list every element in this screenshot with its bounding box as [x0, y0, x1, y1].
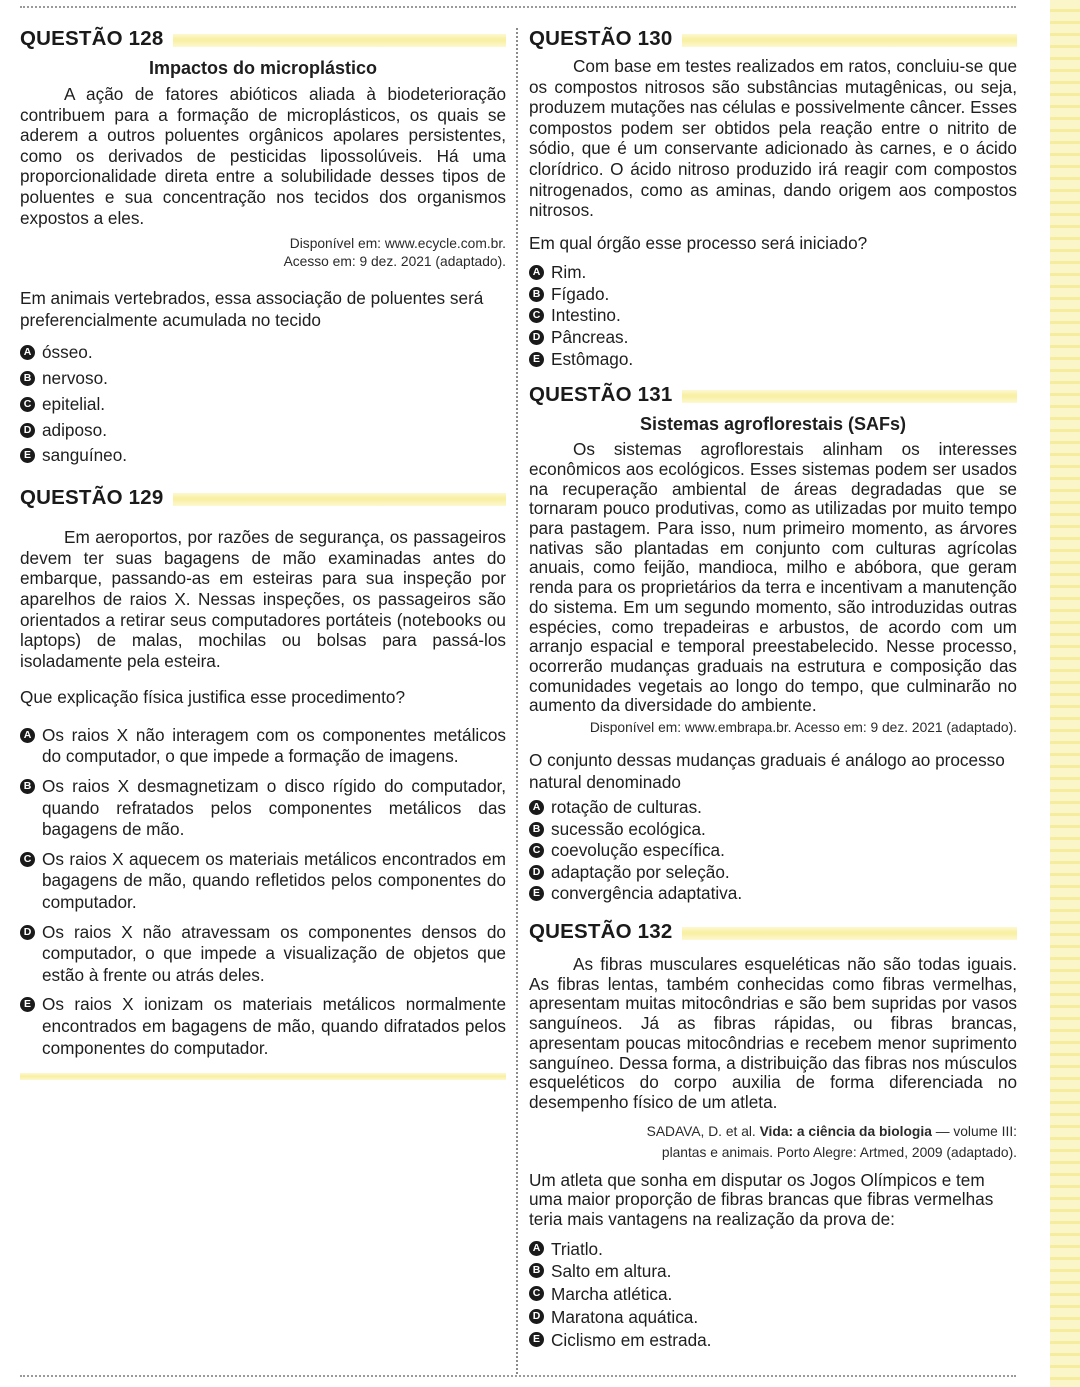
option-letter-badge: D	[529, 330, 544, 345]
option-b[interactable]	[20, 366, 506, 392]
option-letter-badge: C	[529, 308, 544, 323]
option-text: Salto em altura.	[551, 1261, 672, 1282]
option-d[interactable]	[529, 327, 1017, 349]
question-number: QUESTÃO 132	[529, 920, 673, 944]
option-text: nervoso.	[42, 367, 108, 388]
header-highlight-bar	[173, 34, 506, 47]
option-text: Intestino.	[551, 305, 621, 326]
option-e[interactable]	[20, 443, 506, 469]
support-text: As fibras musculares esqueléticas não são todas iguais. As fibras lentas, também conhecidas como fibras vermelhas, apresentam muitas mitocôndrias e são bem supridas por vasos sanguíneos. Já as fibras rápidas, ou fibras brancas, apresentam poucas mitocôndrias e recebem menor suprimento sanguíneo. Dessa forma, a distribuição das fibras nos músculos esqueléticos do corpo auxilia de forma diferenciada no desempenho físico de um atleta.	[529, 954, 1017, 1112]
support-text: Os sistemas agroflorestais alinham os interesses econômicos aos ecológicos. Esses sistemas podem ser usados na recuperação ambiental de áreas degradadas que se tornaram pouco produtivas, como as utilizadas por muito tempo para pastagem. Para isso, num primeiro momento, as árvores nativas são plantadas em conjunto com culturas agrícolas anuais, como feijão, mandioca, milho e abóbora, que geram renda para os proprietários da terra e incentivam a manutenção do sistema. Em um segundo momento, são introduzidas outras espécies, como trepadeiras e arbustos, de acordo com um arranjo espacial e temporal preestabelecido. Nesse processo, ocorrerão mudanças graduais na estrutura e composição das comunidades vegetais ao longo do tempo, que culminarão no aumento da diversidade do ambiente.	[529, 439, 1017, 716]
option-a[interactable]	[20, 340, 506, 366]
option-letter-badge: A	[20, 728, 35, 743]
left-column	[20, 24, 506, 1080]
option-text: convergência adaptativa.	[551, 883, 743, 904]
question-statement: Que explicação física justifica esse procedimento?	[20, 687, 406, 708]
option-letter-badge: C	[20, 397, 35, 412]
support-text: Com base em testes realizados em ratos, concluiu-se que os compostos nitrosos são substâncias mutagênicas, ou seja, produzem mutações nas células e possivelmente câncer. Esses compostos podem ser obtidos pela reação entre o nitrito de sódio, que é um conservante adicionado às carnes, e o ácido clorídrico. O ácido nitroso produzido irá reagir com compostos nitrogenados, como as aminas, dando origem aos compostos nitrosos.	[529, 56, 1017, 221]
option-c[interactable]	[529, 305, 1017, 327]
source-author: SADAVA, D. et al.	[646, 1123, 756, 1139]
support-text: A ação de fatores abióticos aliada à biodeterioração contribuem para a formação de microplásticos, os quais se aderem a outros poluentes orgânicos apolares persistentes, como os derivados de pesticidas lipossolúveis. Há uma proporcionalidade direta entre a solubilidade desses tipos de poluentes e sua concentração nos tecidos dos organismos expostos a eles.	[20, 84, 506, 228]
option-text: Os raios X ionizam os materiais metálicos normalmente encontrados em bagagens de mão, quando difratados pelos componentes do computador.	[42, 994, 506, 1058]
source-line-1	[529, 1121, 1017, 1142]
option-letter-badge: A	[529, 1241, 544, 1256]
option-d[interactable]	[20, 418, 506, 444]
option-text: Ciclismo em estrada.	[551, 1329, 712, 1350]
question-statement: Um atleta que sonha em disputar os Jogos Olímpicos e tem uma maior proporção de fibras brancas que fibras vermelhas teria mais vantagens na realização da prova de:	[529, 1169, 994, 1230]
question-132	[529, 917, 1017, 1351]
text-title: Impactos do microplástico	[148, 58, 378, 78]
question-header	[20, 483, 506, 513]
source-volume: — volume III:	[935, 1123, 1017, 1139]
option-e[interactable]	[529, 349, 1017, 371]
option-a[interactable]	[529, 1238, 1017, 1261]
option-letter-badge: C	[529, 1286, 544, 1301]
option-letter-badge: E	[529, 1332, 544, 1347]
header-highlight-bar	[173, 493, 506, 506]
options-list	[529, 797, 1017, 905]
option-text: Estômago.	[551, 348, 634, 369]
option-letter-badge: B	[529, 822, 544, 837]
question-header	[529, 24, 1017, 54]
question-statement: Em animais vertebrados, essa associação de poluentes será preferencialmente acumulada no tecido	[20, 288, 484, 330]
option-c[interactable]	[20, 392, 506, 418]
option-letter-badge: D	[529, 1309, 544, 1324]
option-b[interactable]	[529, 284, 1017, 306]
option-text: Pâncreas.	[551, 327, 629, 348]
option-e[interactable]	[529, 1329, 1017, 1352]
option-text: Rim.	[551, 262, 587, 283]
options-list	[20, 725, 506, 1059]
option-text: Os raios X desmagnetizam o disco rígido do computador, quando refratados pelos componentes metálicos das bagagens de mão.	[42, 775, 506, 840]
option-text: Marcha atlética.	[551, 1284, 673, 1305]
question-number: QUESTÃO 129	[20, 486, 164, 510]
option-text: Os raios X não atravessam os componentes densos do computador, o que impede a visualização de objetos que estão à frente ou atrás deles.	[42, 921, 506, 985]
question-statement: O conjunto dessas mudanças graduais é análogo ao processo natural denominado	[529, 750, 1005, 792]
source-book-title: Vida: a ciência da biologia	[759, 1123, 932, 1139]
option-text: Maratona aquática.	[551, 1306, 699, 1327]
question-header	[529, 917, 1017, 947]
question-number: QUESTÃO 131	[529, 383, 673, 407]
header-highlight-bar	[682, 927, 1017, 940]
text-title: Sistemas agroflorestais (SAFs)	[639, 414, 907, 435]
option-text: Os raios X aquecem os materiais metálicos encontrados em bagagens de mão, quando refletidos pelos componentes do computador.	[42, 848, 506, 912]
question-statement: Em qual órgão esse processo será iniciado?	[529, 232, 868, 253]
option-letter-badge: E	[529, 886, 544, 901]
option-b[interactable]	[20, 776, 506, 841]
side-decorative-strip	[1050, 0, 1080, 1387]
source-line-2: plantas e animais. Porto Alegre: Artmed, 2009 (adaptado).	[661, 1144, 1017, 1160]
option-c[interactable]	[529, 1283, 1017, 1306]
header-highlight-bar	[682, 34, 1017, 47]
options-list	[529, 1238, 1017, 1352]
question-number: QUESTÃO 128	[20, 27, 164, 50]
source-line-2: Acesso em: 9 dez. 2021 (adaptado).	[283, 254, 506, 270]
option-letter-badge: A	[20, 345, 35, 360]
option-letter-badge: C	[529, 843, 544, 858]
option-text: rotação de culturas.	[551, 797, 702, 818]
option-a[interactable]	[529, 262, 1017, 284]
top-rule	[20, 6, 1016, 8]
option-a[interactable]	[529, 797, 1017, 819]
option-letter-badge: A	[529, 265, 544, 280]
option-letter-badge: B	[529, 1263, 544, 1278]
options-list	[529, 262, 1017, 370]
option-letter-badge: D	[20, 925, 35, 940]
option-d[interactable]	[529, 862, 1017, 884]
option-e[interactable]	[529, 883, 1017, 905]
question-header	[20, 24, 506, 54]
option-letter-badge: B	[529, 287, 544, 302]
option-e[interactable]	[20, 994, 506, 1059]
header-highlight-bar	[682, 390, 1017, 403]
option-text: Triatlo.	[551, 1238, 603, 1259]
option-text: ósseo.	[42, 342, 93, 363]
question-128	[20, 24, 506, 469]
source-citation: Disponível em: www.embrapa.br. Acesso em: 9 dez. 2021 (adaptado).	[589, 720, 1017, 736]
question-131	[529, 380, 1017, 905]
option-letter-badge: A	[529, 800, 544, 815]
option-d[interactable]	[20, 922, 506, 987]
option-letter-badge: E	[20, 997, 35, 1012]
option-letter-badge: E	[529, 352, 544, 367]
option-b[interactable]	[529, 1260, 1017, 1283]
option-text: coevolução específica.	[551, 840, 725, 861]
option-b[interactable]	[529, 819, 1017, 841]
option-a[interactable]	[20, 725, 506, 768]
option-c[interactable]	[529, 840, 1017, 862]
right-column	[529, 24, 1017, 1351]
option-c[interactable]	[20, 849, 506, 914]
end-highlight-separator	[20, 1073, 506, 1080]
option-text: Os raios X não interagem com os componentes metálicos do computador, o que impede a formação de imagens.	[42, 724, 506, 767]
question-number: QUESTÃO 130	[529, 27, 673, 50]
option-text: Fígado.	[551, 283, 610, 304]
option-letter-badge: D	[529, 865, 544, 880]
option-text: adiposo.	[42, 419, 107, 440]
option-d[interactable]	[529, 1306, 1017, 1329]
option-text: sanguíneo.	[42, 445, 128, 466]
source-citation	[529, 1121, 1017, 1163]
option-text: adaptação por seleção.	[551, 861, 730, 882]
option-text: sucessão ecológica.	[551, 818, 706, 839]
question-129	[20, 483, 506, 1080]
column-divider	[516, 28, 518, 1374]
option-letter-badge: B	[20, 371, 35, 386]
option-letter-badge: B	[20, 779, 35, 794]
question-130	[529, 24, 1017, 370]
support-text: Em aeroportos, por razões de segurança, os passageiros devem ter suas bagagens de mão examinadas antes do embarque, passando-as em esteiras para sua inspeção por aparelhos de raios X. Nessas inspeções, os passageiros são orientados a retirar seus computadores portáteis (notebooks ou laptops) de malas, mochilas ou bolsas para passá-los isoladamente pela esteira.	[20, 527, 506, 671]
question-header	[529, 380, 1017, 410]
option-letter-badge: E	[20, 448, 35, 463]
source-citation	[20, 234, 506, 272]
option-letter-badge: C	[20, 852, 35, 867]
source-line-1: Disponível em: www.ecycle.com.br.	[289, 236, 506, 252]
option-text: epitelial.	[42, 393, 106, 414]
option-letter-badge: D	[20, 423, 35, 438]
options-list	[20, 340, 506, 469]
bottom-rule	[20, 1375, 1016, 1377]
